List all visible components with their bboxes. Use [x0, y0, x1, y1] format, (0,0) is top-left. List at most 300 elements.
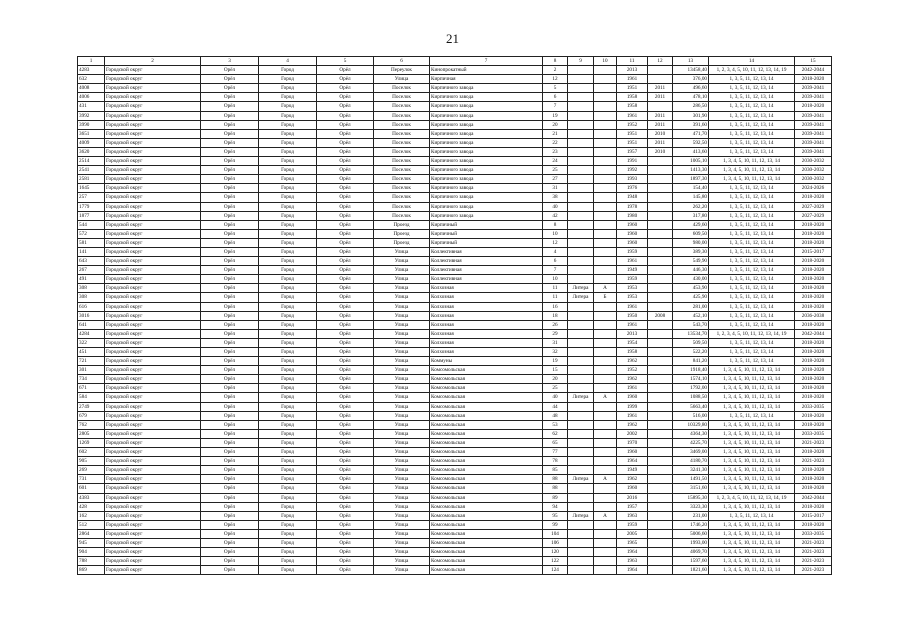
period-cell: 2027-2029: [795, 211, 832, 220]
table-row: [78, 338, 832, 347]
area-cell: 1088,50: [673, 393, 709, 402]
period-cell: 2036-2038: [795, 311, 832, 320]
area-cell: 1918,40: [673, 366, 709, 375]
area-cell: 5663,40: [673, 402, 709, 411]
works-list-cell: 1, 3, 5, 11, 12, 13, 14: [709, 184, 795, 193]
settlement-cell: Орёл: [317, 557, 374, 566]
period-cell: 2033-2035: [795, 529, 832, 538]
municipality-type-cell: Городской округ: [105, 493, 201, 502]
works-list-cell: 1, 3, 5, 11, 12, 13, 14: [709, 75, 795, 84]
municipality-type-cell: Городской округ: [105, 402, 201, 411]
liter-cell: [594, 66, 617, 75]
area-cell: 262,20: [673, 202, 709, 211]
municipality-cell: Орёл: [201, 475, 259, 484]
build-year-cell: 1958: [617, 102, 648, 111]
street-name-cell: Колхозная: [430, 320, 543, 329]
house-number-cell: 7: [543, 266, 568, 275]
liter-label-cell: [568, 457, 594, 466]
municipality-type-cell: Городской округ: [105, 247, 201, 256]
record-id-cell: 1877: [78, 211, 105, 220]
works-list-cell: 1, 2, 3, 4, 5, 10, 11, 12, 13, 14, 19: [709, 329, 795, 338]
area-cell: 301,90: [673, 111, 709, 120]
build-year-cell: 1991: [617, 157, 648, 166]
street-type-cell: Поселок: [374, 84, 430, 93]
area-cell: 3323,30: [673, 502, 709, 511]
column-number-header: 6: [374, 57, 430, 66]
liter-cell: [594, 338, 617, 347]
municipality-type-cell: Городской округ: [105, 357, 201, 366]
record-id-cell: 3016: [78, 311, 105, 320]
street-type-cell: Проезд: [374, 229, 430, 238]
area-cell: 1413,30: [673, 166, 709, 175]
build-year-cell: 1992: [617, 166, 648, 175]
street-name-cell: Колхозная: [430, 284, 543, 293]
period-cell: 2018-2020: [795, 393, 832, 402]
house-number-cell: 27: [543, 175, 568, 184]
house-number-cell: 10: [543, 229, 568, 238]
municipality-cell: Орёл: [201, 348, 259, 357]
liter-label-cell: [568, 402, 594, 411]
record-id-cell: 1645: [78, 184, 105, 193]
renovation-year-cell: [648, 102, 673, 111]
liter-cell: [594, 429, 617, 438]
settlement-type-cell: Город: [259, 520, 317, 529]
street-name-cell: Кинопрокатный: [430, 66, 543, 75]
column-number-header: 9: [568, 57, 594, 66]
settlement-type-cell: Город: [259, 502, 317, 511]
liter-label-cell: [568, 247, 594, 256]
liter-label-cell: [568, 138, 594, 147]
renovation-year-cell: [648, 393, 673, 402]
build-year-cell: 1959: [617, 247, 648, 256]
period-cell: 2024-2026: [795, 184, 832, 193]
settlement-cell: Орёл: [317, 293, 374, 302]
street-name-cell: Кирпичного завода: [430, 184, 543, 193]
period-cell: 2039-2041: [795, 120, 832, 129]
house-number-cell: 106: [543, 538, 568, 547]
works-list-cell: 1, 3, 4, 5, 10, 11, 12, 13, 14: [709, 520, 795, 529]
settlement-type-cell: Город: [259, 375, 317, 384]
area-cell: 496,60: [673, 84, 709, 93]
street-type-cell: Поселок: [374, 138, 430, 147]
settlement-type-cell: Город: [259, 229, 317, 238]
period-cell: 2033-2035: [795, 429, 832, 438]
liter-label-cell: [568, 538, 594, 547]
works-list-cell: 1, 3, 4, 5, 10, 11, 12, 13, 14: [709, 538, 795, 547]
settlement-cell: Орёл: [317, 384, 374, 393]
area-cell: 4225,70: [673, 438, 709, 447]
renovation-year-cell: [648, 448, 673, 457]
table-row: [78, 557, 832, 566]
area-cell: 516,00: [673, 411, 709, 420]
liter-label-cell: [568, 548, 594, 557]
street-type-cell: Улица: [374, 302, 430, 311]
house-number-cell: 44: [543, 402, 568, 411]
house-number-cell: 40: [543, 393, 568, 402]
renovation-year-cell: [648, 375, 673, 384]
settlement-cell: Орёл: [317, 329, 374, 338]
settlement-cell: Орёл: [317, 320, 374, 329]
liter-cell: [594, 557, 617, 566]
municipality-type-cell: Городской округ: [105, 220, 201, 229]
area-cell: 231,00: [673, 511, 709, 520]
municipality-cell: Орёл: [201, 329, 259, 338]
municipality-type-cell: Городской округ: [105, 238, 201, 247]
street-type-cell: Улица: [374, 75, 430, 84]
liter-cell: [594, 202, 617, 211]
period-cell: 2027-2029: [795, 202, 832, 211]
municipality-type-cell: Городской округ: [105, 275, 201, 284]
table-row: [78, 238, 832, 247]
build-year-cell: 1960: [617, 393, 648, 402]
house-number-cell: 88: [543, 484, 568, 493]
liter-cell: [594, 266, 617, 275]
liter-cell: [594, 175, 617, 184]
street-name-cell: Комсомольская: [430, 493, 543, 502]
record-id-cell: 4284: [78, 329, 105, 338]
municipality-type-cell: Городской округ: [105, 211, 201, 220]
settlement-cell: Орёл: [317, 266, 374, 275]
record-id-cell: 905: [78, 457, 105, 466]
area-cell: 15895,30: [673, 493, 709, 502]
settlement-type-cell: Город: [259, 93, 317, 102]
street-type-cell: Поселок: [374, 184, 430, 193]
works-list-cell: 1, 3, 4, 5, 10, 11, 12, 13, 14: [709, 529, 795, 538]
table-row: [78, 111, 832, 120]
municipality-type-cell: Городской округ: [105, 538, 201, 547]
street-name-cell: Комсомольская: [430, 548, 543, 557]
street-type-cell: Улица: [374, 384, 430, 393]
liter-label-cell: [568, 202, 594, 211]
renovation-year-cell: [648, 175, 673, 184]
period-cell: 2018-2020: [795, 338, 832, 347]
works-list-cell: 1, 3, 5, 11, 12, 13, 14: [709, 111, 795, 120]
column-number-header: 15: [795, 57, 832, 66]
settlement-cell: Орёл: [317, 493, 374, 502]
build-year-cell: 1961: [617, 75, 648, 84]
period-cell: 2018-2020: [795, 266, 832, 275]
works-list-cell: 1, 3, 4, 5, 10, 11, 12, 13, 14: [709, 175, 795, 184]
table-row: [78, 420, 832, 429]
record-id-cell: 512: [78, 520, 105, 529]
period-cell: 2018-2020: [795, 238, 832, 247]
liter-cell: [594, 184, 617, 193]
municipality-type-cell: Городской округ: [105, 257, 201, 266]
record-id-cell: 616: [78, 302, 105, 311]
liter-label-cell: [568, 484, 594, 493]
street-name-cell: Кирпичного завода: [430, 120, 543, 129]
municipality-cell: Орёл: [201, 102, 259, 111]
street-type-cell: Улица: [374, 247, 430, 256]
table-row: [78, 257, 832, 266]
liter-label-cell: [568, 93, 594, 102]
street-name-cell: Коллективная: [430, 266, 543, 275]
column-number-header: 11: [617, 57, 648, 66]
column-number-header: 7: [430, 57, 543, 66]
settlement-cell: Орёл: [317, 93, 374, 102]
settlement-type-cell: Город: [259, 175, 317, 184]
period-cell: 2021-2023: [795, 538, 832, 547]
settlement-type-cell: Город: [259, 302, 317, 311]
renovation-year-cell: 2011: [648, 93, 673, 102]
municipality-type-cell: Городской округ: [105, 338, 201, 347]
house-number-cell: 22: [543, 138, 568, 147]
renovation-year-cell: 2011: [648, 138, 673, 147]
house-number-cell: 6: [543, 93, 568, 102]
street-name-cell: Коллективная: [430, 275, 543, 284]
settlement-type-cell: Город: [259, 266, 317, 275]
period-cell: 2033-2035: [795, 402, 832, 411]
liter-cell: [594, 493, 617, 502]
table-row: [78, 511, 832, 520]
renovation-year-cell: [648, 284, 673, 293]
municipality-cell: Орёл: [201, 493, 259, 502]
settlement-type-cell: Город: [259, 202, 317, 211]
municipality-cell: Орёл: [201, 138, 259, 147]
record-id-cell: 544: [78, 220, 105, 229]
street-type-cell: Улица: [374, 293, 430, 302]
settlement-type-cell: Город: [259, 448, 317, 457]
municipality-cell: Орёл: [201, 538, 259, 547]
settlement-type-cell: Город: [259, 457, 317, 466]
house-number-cell: 20: [543, 375, 568, 384]
house-number-cell: 19: [543, 357, 568, 366]
municipality-cell: Орёл: [201, 311, 259, 320]
municipality-type-cell: Городской округ: [105, 529, 201, 538]
street-name-cell: Комсомольская: [430, 420, 543, 429]
liter-cell: [594, 375, 617, 384]
municipality-type-cell: Городской округ: [105, 484, 201, 493]
liter-cell: [594, 229, 617, 238]
liter-label-cell: [568, 502, 594, 511]
build-year-cell: 1964: [617, 566, 648, 575]
municipality-cell: Орёл: [201, 529, 259, 538]
liter-label-cell: [568, 466, 594, 475]
renovation-year-cell: [648, 320, 673, 329]
municipality-cell: Орёл: [201, 111, 259, 120]
street-name-cell: Комсомольская: [430, 448, 543, 457]
house-number-cell: 23: [543, 147, 568, 156]
settlement-type-cell: Город: [259, 75, 317, 84]
record-id-cell: 734: [78, 375, 105, 384]
municipality-cell: Орёл: [201, 375, 259, 384]
municipality-type-cell: Городской округ: [105, 420, 201, 429]
house-number-cell: 85: [543, 466, 568, 475]
record-id-cell: 2581: [78, 175, 105, 184]
area-cell: 281,00: [673, 302, 709, 311]
municipality-type-cell: Городской округ: [105, 66, 201, 75]
table-row: [78, 348, 832, 357]
settlement-cell: Орёл: [317, 202, 374, 211]
table-row: [78, 138, 832, 147]
street-name-cell: Кирпичный: [430, 238, 543, 247]
settlement-type-cell: Город: [259, 511, 317, 520]
liter-label-cell: [568, 448, 594, 457]
table-row: [78, 375, 832, 384]
liter-cell: [594, 147, 617, 156]
period-cell: 2018-2020: [795, 420, 832, 429]
works-list-cell: 1, 3, 4, 5, 10, 11, 12, 13, 14: [709, 166, 795, 175]
house-number-cell: 7: [543, 102, 568, 111]
municipality-type-cell: Городской округ: [105, 147, 201, 156]
settlement-cell: Орёл: [317, 484, 374, 493]
liter-cell: [594, 366, 617, 375]
liter-cell: [594, 257, 617, 266]
liter-cell: [594, 111, 617, 120]
house-number-cell: 10: [543, 275, 568, 284]
street-name-cell: Комсомольская: [430, 366, 543, 375]
column-number-header: 3: [201, 57, 259, 66]
settlement-cell: Орёл: [317, 84, 374, 93]
settlement-cell: Орёл: [317, 475, 374, 484]
area-cell: 478,10: [673, 93, 709, 102]
settlement-type-cell: Город: [259, 184, 317, 193]
period-cell: 2018-2020: [795, 75, 832, 84]
municipality-type-cell: Городской округ: [105, 457, 201, 466]
liter-label-cell: [568, 357, 594, 366]
settlement-cell: Орёл: [317, 102, 374, 111]
settlement-cell: Орёл: [317, 529, 374, 538]
house-number-cell: 62: [543, 429, 568, 438]
area-cell: 3469,00: [673, 448, 709, 457]
build-year-cell: 1949: [617, 266, 648, 275]
municipality-type-cell: Городской округ: [105, 520, 201, 529]
build-year-cell: 1948: [617, 193, 648, 202]
renovation-year-cell: [648, 329, 673, 338]
street-name-cell: Комсомольская: [430, 429, 543, 438]
works-list-cell: 1, 3, 5, 11, 12, 13, 14: [709, 84, 795, 93]
street-type-cell: Улица: [374, 438, 430, 447]
table-row: [78, 329, 832, 338]
liter-cell: [594, 311, 617, 320]
build-year-cell: 1957: [617, 147, 648, 156]
table-row: [78, 66, 832, 75]
renovation-year-cell: [648, 202, 673, 211]
record-id-cell: 1779: [78, 202, 105, 211]
municipality-cell: Орёл: [201, 266, 259, 275]
record-id-cell: 308: [78, 293, 105, 302]
settlement-type-cell: Город: [259, 411, 317, 420]
renovation-year-cell: [648, 75, 673, 84]
settlement-cell: Орёл: [317, 511, 374, 520]
area-cell: 522,20: [673, 348, 709, 357]
liter-label-cell: [568, 129, 594, 138]
renovation-year-cell: [648, 475, 673, 484]
settlement-type-cell: Город: [259, 538, 317, 547]
municipality-type-cell: Городской округ: [105, 311, 201, 320]
street-name-cell: Комсомольская: [430, 384, 543, 393]
renovation-year-cell: [648, 184, 673, 193]
build-year-cell: 1954: [617, 338, 648, 347]
liter-cell: А: [594, 475, 617, 484]
street-type-cell: Переулок: [374, 66, 430, 75]
liter-label-cell: [568, 211, 594, 220]
municipality-cell: Орёл: [201, 93, 259, 102]
house-number-cell: 26: [543, 320, 568, 329]
table-row: [78, 529, 832, 538]
column-number-header: 5: [317, 57, 374, 66]
table-row: [78, 166, 832, 175]
table-row: [78, 493, 832, 502]
street-type-cell: Поселок: [374, 166, 430, 175]
municipality-type-cell: Городской округ: [105, 202, 201, 211]
record-id-cell: 581: [78, 238, 105, 247]
works-list-cell: 1, 3, 4, 5, 10, 11, 12, 13, 14: [709, 402, 795, 411]
area-cell: 3241,30: [673, 466, 709, 475]
liter-cell: [594, 411, 617, 420]
municipality-cell: Орёл: [201, 357, 259, 366]
table-row: [78, 220, 832, 229]
settlement-cell: Орёл: [317, 193, 374, 202]
record-id-cell: 301: [78, 366, 105, 375]
municipality-type-cell: Городской округ: [105, 166, 201, 175]
municipality-type-cell: Городской округ: [105, 375, 201, 384]
house-number-cell: 122: [543, 557, 568, 566]
renovation-year-cell: [648, 229, 673, 238]
liter-cell: А: [594, 284, 617, 293]
works-list-cell: 1, 3, 5, 11, 12, 13, 14: [709, 220, 795, 229]
house-number-cell: 25: [543, 166, 568, 175]
street-type-cell: Улица: [374, 466, 430, 475]
column-number-header: 13: [673, 57, 709, 66]
municipality-cell: Орёл: [201, 484, 259, 493]
municipality-cell: Орёл: [201, 247, 259, 256]
table-header-row: [78, 57, 832, 66]
settlement-type-cell: Город: [259, 293, 317, 302]
municipality-type-cell: Городской округ: [105, 411, 201, 420]
renovation-year-cell: [648, 357, 673, 366]
area-cell: 1821,60: [673, 566, 709, 575]
table-row: [78, 438, 832, 447]
period-cell: 2018-2020: [795, 502, 832, 511]
street-type-cell: Улица: [374, 329, 430, 338]
works-list-cell: 1, 3, 5, 11, 12, 13, 14: [709, 247, 795, 256]
municipality-type-cell: Городской округ: [105, 175, 201, 184]
works-list-cell: 1, 3, 4, 5, 10, 11, 12, 13, 14: [709, 557, 795, 566]
column-number-header: 8: [543, 57, 568, 66]
column-number-header: 4: [259, 57, 317, 66]
municipality-cell: Орёл: [201, 175, 259, 184]
settlement-cell: Орёл: [317, 466, 374, 475]
municipality-cell: Орёл: [201, 75, 259, 84]
record-id-cell: 788: [78, 557, 105, 566]
municipality-cell: Орёл: [201, 384, 259, 393]
settlement-cell: Орёл: [317, 120, 374, 129]
house-number-cell: 11: [543, 284, 568, 293]
liter-cell: А: [594, 393, 617, 402]
renovation-year-cell: [648, 348, 673, 357]
table-row: [78, 384, 832, 393]
municipality-type-cell: Городской округ: [105, 393, 201, 402]
renovation-year-cell: [648, 429, 673, 438]
municipality-cell: Орёл: [201, 502, 259, 511]
build-year-cell: 1950: [617, 311, 648, 320]
period-cell: 2018-2020: [795, 257, 832, 266]
build-year-cell: 2016: [617, 493, 648, 502]
liter-cell: [594, 220, 617, 229]
house-number-cell: 89: [543, 493, 568, 502]
works-list-cell: 1, 3, 5, 11, 12, 13, 14: [709, 511, 795, 520]
period-cell: 2030-2032: [795, 157, 832, 166]
build-year-cell: 1960: [617, 229, 648, 238]
settlement-cell: Орёл: [317, 66, 374, 75]
area-cell: 1792,00: [673, 384, 709, 393]
street-type-cell: Улица: [374, 266, 430, 275]
liter-cell: [594, 529, 617, 538]
table-row: [78, 211, 832, 220]
street-name-cell: Кирпичного завода: [430, 166, 543, 175]
build-year-cell: 1957: [617, 502, 648, 511]
